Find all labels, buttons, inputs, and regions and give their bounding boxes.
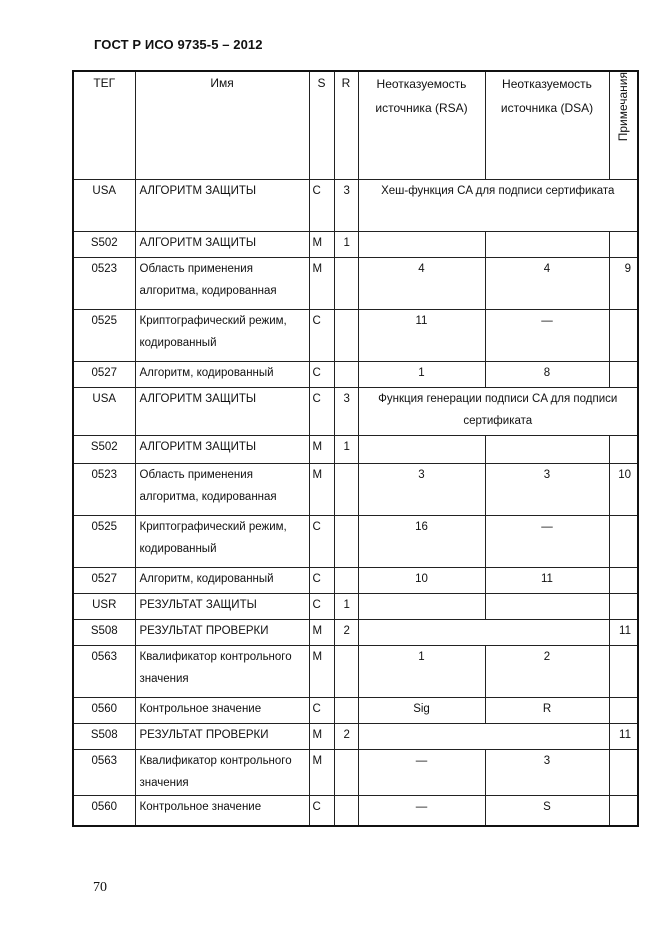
cell-r: 2 (334, 724, 358, 750)
cell-note (609, 698, 638, 724)
cell-rsa: 1 (358, 362, 485, 388)
cell-tag: 0527 (73, 568, 135, 594)
cell-name: Алгоритм, кодированный (135, 362, 309, 388)
table-row (73, 796, 638, 826)
cell-name: РЕЗУЛЬТАТ ПРОВЕРКИ (135, 724, 309, 750)
cell-tag: USA (73, 180, 135, 232)
cell-s: M (309, 258, 334, 310)
cell-s: C (309, 698, 334, 724)
table-header-row (73, 71, 638, 180)
table-row (73, 180, 638, 232)
col-dsa-line2: источника (DSA) (500, 101, 594, 115)
col-rsa-line1: Неотказуемость (376, 77, 467, 91)
cell-tag: S502 (73, 232, 135, 258)
cell-dsa: 3 (485, 464, 609, 516)
cell-s: C (309, 310, 334, 362)
cell-name: РЕЗУЛЬТАТ ПРОВЕРКИ (135, 620, 309, 646)
cell-r (334, 568, 358, 594)
cell-dsa: 3 (485, 750, 609, 796)
cell-dsa (485, 436, 609, 464)
cell-r (334, 310, 358, 362)
col-tag-header: ТЕГ (73, 71, 135, 180)
cell-name: Криптографический режим, кодированный (135, 310, 309, 362)
cell-dsa (485, 594, 609, 620)
cell-rsa: 10 (358, 568, 485, 594)
cell-s: C (309, 362, 334, 388)
cell-r (334, 516, 358, 568)
cell-tag: S502 (73, 436, 135, 464)
cell-r (334, 362, 358, 388)
cell-name: Контрольное значение (135, 796, 309, 826)
cell-r (334, 750, 358, 796)
cell-name: Область применения алгоритма, кодированная (135, 464, 309, 516)
cell-rsa: — (358, 750, 485, 796)
cell-r: 2 (334, 620, 358, 646)
table-row (73, 750, 638, 796)
page-number: 70 (93, 880, 107, 895)
table-row (73, 464, 638, 516)
col-r-header: R (334, 71, 358, 180)
table-row (73, 388, 638, 436)
cell-r (334, 464, 358, 516)
cell-r (334, 796, 358, 826)
standard-table (72, 70, 639, 827)
table-row (73, 620, 638, 646)
cell-rsa: 1 (358, 646, 485, 698)
cell-s: C (309, 594, 334, 620)
cell-name: Квалификатор контрольного значения (135, 646, 309, 698)
cell-dsa: 4 (485, 258, 609, 310)
cell-tag: 0560 (73, 796, 135, 826)
cell-rsa (358, 594, 485, 620)
cell-note (609, 232, 638, 258)
cell-note: 9 (609, 258, 638, 310)
cell-empty-values (358, 620, 609, 646)
cell-s: C (309, 180, 334, 232)
cell-note: 11 (609, 620, 638, 646)
cell-tag: USA (73, 388, 135, 436)
cell-tag: 0563 (73, 646, 135, 698)
cell-name: АЛГОРИТМ ЗАЩИТЫ (135, 436, 309, 464)
cell-name: Область применения алгоритма, кодированная (135, 258, 309, 310)
table-row (73, 568, 638, 594)
table-row (73, 258, 638, 310)
cell-r (334, 698, 358, 724)
table-row (73, 646, 638, 698)
cell-s: M (309, 232, 334, 258)
table-row (73, 594, 638, 620)
cell-tag: USR (73, 594, 135, 620)
cell-dsa (485, 232, 609, 258)
table-row (73, 232, 638, 258)
cell-rsa (358, 436, 485, 464)
cell-rsa: 3 (358, 464, 485, 516)
cell-dsa: R (485, 698, 609, 724)
cell-tag: 0523 (73, 464, 135, 516)
cell-dsa: 2 (485, 646, 609, 698)
cell-note (609, 594, 638, 620)
cell-tag: 0525 (73, 310, 135, 362)
cell-tag: 0523 (73, 258, 135, 310)
cell-dsa: 11 (485, 568, 609, 594)
cell-merged-description: Функция генерации подписи CA для подписи сертификата (358, 388, 638, 436)
cell-s: C (309, 516, 334, 568)
cell-dsa: S (485, 796, 609, 826)
cell-tag: 0525 (73, 516, 135, 568)
col-dsa-header (485, 71, 609, 180)
cell-name: Квалификатор контрольного значения (135, 750, 309, 796)
cell-s: M (309, 436, 334, 464)
cell-note (609, 516, 638, 568)
col-name-header: Имя (135, 71, 309, 180)
document-header: ГОСТ Р ИСО 9735-5 – 2012 (94, 37, 263, 52)
cell-note (609, 436, 638, 464)
cell-note (609, 750, 638, 796)
col-rsa-line2: источника (RSA) (375, 101, 468, 115)
cell-merged-description: Хеш-функция CA для подписи сертификата (358, 180, 638, 232)
cell-s: C (309, 388, 334, 436)
col-rsa-header (358, 71, 485, 180)
cell-r (334, 646, 358, 698)
cell-s: C (309, 796, 334, 826)
cell-r: 1 (334, 594, 358, 620)
col-s-header: S (309, 71, 334, 180)
cell-note (609, 568, 638, 594)
cell-note (609, 796, 638, 826)
cell-s: M (309, 724, 334, 750)
cell-name: АЛГОРИТМ ЗАЩИТЫ (135, 180, 309, 232)
cell-r: 3 (334, 180, 358, 232)
cell-r: 3 (334, 388, 358, 436)
cell-s: M (309, 646, 334, 698)
cell-name: АЛГОРИТМ ЗАЩИТЫ (135, 232, 309, 258)
cell-name: Алгоритм, кодированный (135, 568, 309, 594)
cell-dsa: 8 (485, 362, 609, 388)
cell-note (609, 310, 638, 362)
cell-name: Криптографический режим, кодированный (135, 516, 309, 568)
cell-note (609, 646, 638, 698)
table-row (73, 724, 638, 750)
cell-s: M (309, 464, 334, 516)
cell-rsa: — (358, 796, 485, 826)
cell-note: 11 (609, 724, 638, 750)
table-row (73, 698, 638, 724)
cell-name: РЕЗУЛЬТАТ ЗАЩИТЫ (135, 594, 309, 620)
cell-tag: S508 (73, 620, 135, 646)
cell-dsa: — (485, 516, 609, 568)
cell-empty-values (358, 724, 609, 750)
cell-tag: 0560 (73, 698, 135, 724)
table-row (73, 362, 638, 388)
cell-s: M (309, 750, 334, 796)
cell-rsa (358, 232, 485, 258)
cell-r: 1 (334, 232, 358, 258)
cell-rsa: Sig (358, 698, 485, 724)
table-row (73, 516, 638, 568)
cell-name: АЛГОРИТМ ЗАЩИТЫ (135, 388, 309, 436)
cell-rsa: 11 (358, 310, 485, 362)
cell-rsa: 16 (358, 516, 485, 568)
table-row (73, 310, 638, 362)
cell-dsa: — (485, 310, 609, 362)
table-row (73, 436, 638, 464)
col-notes-header (609, 71, 638, 180)
cell-s: M (309, 620, 334, 646)
cell-s: C (309, 568, 334, 594)
cell-note: 10 (609, 464, 638, 516)
cell-r: 1 (334, 436, 358, 464)
cell-tag: S508 (73, 724, 135, 750)
cell-tag: 0563 (73, 750, 135, 796)
cell-name: Контрольное значение (135, 698, 309, 724)
cell-rsa: 4 (358, 258, 485, 310)
cell-note (609, 362, 638, 388)
col-dsa-line1: Неотказуемость (502, 77, 592, 91)
cell-tag: 0527 (73, 362, 135, 388)
col-notes-label: Примечания (616, 72, 631, 142)
cell-r (334, 258, 358, 310)
